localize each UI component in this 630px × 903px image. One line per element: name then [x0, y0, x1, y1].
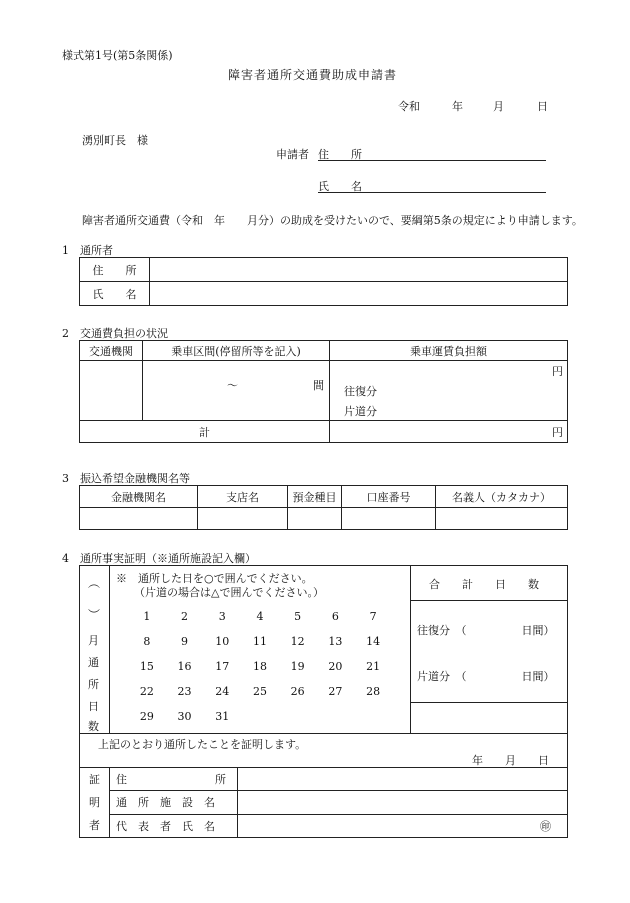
- day-4[interactable]: 4: [256, 610, 264, 623]
- representative-name-field[interactable]: [238, 814, 568, 837]
- day-19[interactable]: 19: [290, 660, 305, 673]
- deposit-type-header: 預金種目: [288, 486, 342, 508]
- cert-side-2: 明: [89, 796, 100, 809]
- fare-total-label: 計: [80, 421, 330, 443]
- account-holder-header: 名義人（カタカナ）: [436, 486, 568, 508]
- day-12[interactable]: 12: [290, 635, 305, 648]
- route-between: 間: [313, 379, 324, 392]
- day-16[interactable]: 16: [177, 660, 192, 673]
- date-day: 日: [537, 100, 548, 113]
- calendar-note-1: ※ 通所した日を○で囲んでください。: [116, 572, 313, 585]
- day-25[interactable]: 25: [252, 685, 267, 698]
- day-17[interactable]: 17: [215, 660, 230, 673]
- applicant-name-label: 氏 名: [318, 180, 362, 193]
- certifier-address-label: 住 所: [110, 768, 238, 791]
- day-30[interactable]: 30: [177, 710, 192, 723]
- date-month: 月: [493, 100, 504, 113]
- representative-name-label: 代 表 者 氏 名: [110, 814, 238, 837]
- section3-heading: 3 振込希望金融機関名等: [62, 472, 190, 485]
- applicant-address-label: 住 所: [318, 148, 362, 161]
- day-31[interactable]: 31: [215, 710, 230, 723]
- section4-table: [79, 565, 568, 768]
- day-14[interactable]: 14: [366, 635, 381, 648]
- certify-date[interactable]: 年 月 日: [472, 754, 549, 767]
- form-number: 様式第1号(第5条関係): [62, 49, 173, 62]
- facility-name-label: 通 所 施 設 名: [110, 791, 238, 814]
- fare-field[interactable]: [330, 361, 568, 421]
- day-26[interactable]: 26: [290, 685, 305, 698]
- day-24[interactable]: 24: [215, 685, 230, 698]
- day-blank: [241, 704, 279, 729]
- commuter-address-label: 住 所: [80, 258, 150, 282]
- side-char-4: 日: [88, 700, 99, 713]
- day-27[interactable]: 27: [328, 685, 343, 698]
- request-text: 障害者通所交通費（令和 年 月分）の助成を受けたいので、要綱第5条の規定により申請します。: [82, 214, 583, 227]
- total-round-trip[interactable]: 往復分 （ 日間）: [417, 624, 555, 637]
- page-title: 障害者通所交通費助成申請書: [228, 68, 398, 82]
- commuter-name-field[interactable]: [150, 282, 568, 306]
- account-number-header: 口座番号: [342, 486, 436, 508]
- applicant-address-line[interactable]: [318, 160, 546, 161]
- day-23[interactable]: 23: [177, 685, 192, 698]
- day-29[interactable]: 29: [139, 710, 154, 723]
- seal-icon: ㊞: [540, 819, 551, 833]
- day-7[interactable]: 7: [369, 610, 377, 623]
- calendar-cell: [110, 566, 411, 734]
- day-3[interactable]: 3: [218, 610, 226, 623]
- day-20[interactable]: 20: [328, 660, 343, 673]
- date-era: 令和: [398, 100, 420, 113]
- certifier-table: [79, 767, 568, 838]
- route-tilde: ～: [227, 379, 238, 392]
- side-paren-bottom: ︶: [88, 608, 101, 622]
- section3-table: [79, 485, 568, 530]
- fare-yen: 円: [552, 365, 563, 378]
- bank-name-field[interactable]: [80, 508, 198, 530]
- day-6[interactable]: 6: [331, 610, 339, 623]
- calendar-grid: [128, 604, 392, 729]
- side-char-5: 数: [88, 720, 99, 733]
- total-one-way[interactable]: 片道分 （ 日間）: [417, 670, 555, 683]
- side-char-3: 所: [88, 678, 99, 691]
- fare-round-trip: 往復分: [344, 385, 377, 398]
- fare-total-field[interactable]: 円: [330, 421, 568, 443]
- route-field[interactable]: [143, 361, 330, 421]
- addressee: 湧別町長 様: [82, 134, 148, 147]
- date-year: 年: [452, 100, 463, 113]
- day-blank: [279, 704, 317, 729]
- cert-side-1: 証: [89, 773, 100, 786]
- calendar-note-2: （片道の場合は△で囲んでください。）: [134, 586, 324, 599]
- day-2[interactable]: 2: [181, 610, 189, 623]
- fare-one-way: 片道分: [344, 405, 377, 418]
- account-number-field[interactable]: [342, 508, 436, 530]
- transport-header: 交通機関: [80, 341, 143, 361]
- day-28[interactable]: 28: [366, 685, 381, 698]
- account-holder-field[interactable]: [436, 508, 568, 530]
- day-1[interactable]: 1: [143, 610, 151, 623]
- total-divider-1: [411, 600, 567, 601]
- section1-heading: 1 通所者: [62, 244, 113, 257]
- certifier-side: [80, 768, 110, 838]
- certify-text: 上記のとおり通所したことを証明します。: [98, 738, 307, 751]
- side-char-2: 通: [88, 656, 99, 669]
- day-22[interactable]: 22: [139, 685, 154, 698]
- day-blank: [354, 704, 392, 729]
- fare-header: 乗車運賃負担額: [330, 341, 568, 361]
- commuter-address-field[interactable]: [150, 258, 568, 282]
- section1-table: [79, 257, 568, 306]
- day-blank: [317, 704, 355, 729]
- total-divider-2: [411, 702, 567, 703]
- day-15[interactable]: 15: [139, 660, 154, 673]
- day-21[interactable]: 21: [366, 660, 381, 673]
- day-8[interactable]: 8: [143, 635, 151, 648]
- transport-field[interactable]: [80, 361, 143, 421]
- total-days-cell: [411, 566, 568, 734]
- bank-name-header: 金融機関名: [80, 486, 198, 508]
- cert-side-3: 者: [89, 819, 100, 832]
- section-header: 乗車区間(停留所等を記入): [143, 341, 330, 361]
- facility-name-field[interactable]: [238, 791, 568, 814]
- day-10[interactable]: 10: [215, 635, 230, 648]
- section2-heading: 2 交通費負担の状況: [62, 327, 168, 340]
- month-days-side: [80, 566, 110, 734]
- applicant-name-line[interactable]: [318, 192, 546, 193]
- applicant-label: 申請者: [276, 148, 309, 161]
- side-paren-top: ︵: [88, 576, 101, 590]
- certifier-address-field[interactable]: [238, 768, 568, 791]
- section4-heading: 4 通所事実証明（※通所施設記入欄）: [62, 552, 256, 565]
- day-18[interactable]: 18: [252, 660, 267, 673]
- day-9[interactable]: 9: [181, 635, 189, 648]
- certify-cell: [80, 734, 568, 768]
- side-char-month: 月: [88, 634, 99, 647]
- total-days-heading: 合 計 日 数: [429, 578, 539, 591]
- day-13[interactable]: 13: [328, 635, 343, 648]
- section2-table: [79, 340, 568, 443]
- day-11[interactable]: 11: [252, 635, 267, 648]
- day-5[interactable]: 5: [294, 610, 302, 623]
- branch-header: 支店名: [198, 486, 288, 508]
- deposit-type-field[interactable]: [288, 508, 342, 530]
- commuter-name-label: 氏 名: [80, 282, 150, 306]
- branch-field[interactable]: [198, 508, 288, 530]
